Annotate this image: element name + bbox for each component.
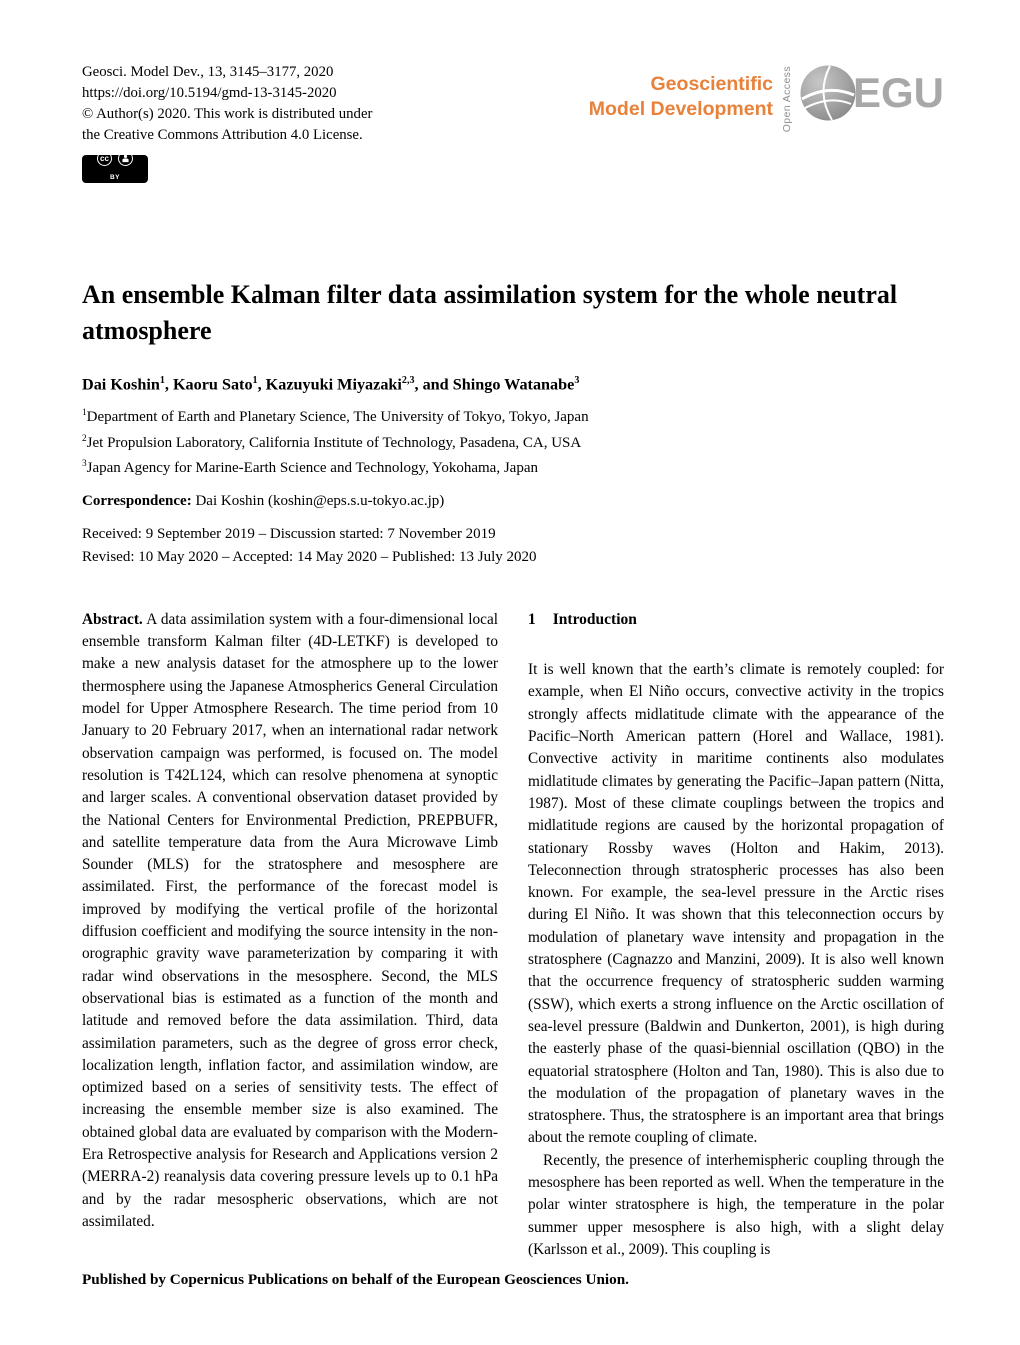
author-name: Kaoru Sato xyxy=(172,375,253,394)
cc-icon: cc xyxy=(97,151,112,166)
title-block xyxy=(0,277,1020,349)
correspondence-label: Correspondence: xyxy=(82,492,192,509)
journal-name-line-1: Geoscientific xyxy=(650,73,773,95)
egu-globe-icon xyxy=(799,64,857,122)
author-affiliation-ref: 1 xyxy=(252,375,258,386)
received-line: Received: 9 September 2019 – Discussion started: 7 November 2019 xyxy=(82,525,496,542)
author-separator: , xyxy=(164,375,173,394)
open-access-label: Open Access xyxy=(780,66,793,133)
cc-by-license-badge[interactable] xyxy=(82,155,148,183)
open-access-label-wrap xyxy=(779,66,795,150)
attribution-person-icon xyxy=(118,151,133,166)
author-affiliation-ref: 3 xyxy=(574,375,580,386)
affiliations xyxy=(0,403,1020,480)
cc-by-label: BY xyxy=(109,173,121,181)
author-separator: , xyxy=(257,375,266,394)
journal-name xyxy=(589,72,773,122)
affiliation-line xyxy=(82,454,938,480)
correspondence-line xyxy=(0,493,1020,510)
journal-branding xyxy=(589,62,944,150)
section-number: 1 xyxy=(528,610,536,628)
author-separator: , and xyxy=(414,375,453,394)
egu-logo-text: EGU xyxy=(852,69,944,116)
correspondence-text: Dai Koshin (koshin@eps.s.u-tokyo.ac.jp) xyxy=(191,492,445,509)
doi-link[interactable]: https://doi.org/10.5194/gmd-13-3145-2020 xyxy=(82,85,337,101)
citation-line: Geosci. Model Dev., 13, 3145–3177, 2020 xyxy=(82,64,334,80)
introduction-paragraph-2: Recently, the presence of interhemispheric coupling through the mesosphere has been reported as well. When the temperature in the polar winter stratosphere is high, the temperature in the polar summer upper mesosphere is also high, with a slight delay (Karlsson et al., 2009). This coupling is xyxy=(528,1151,944,1258)
author-name: Kazuyuki Miyazaki xyxy=(265,375,402,394)
abstract-paragraph xyxy=(82,609,498,1233)
section-title: Introduction xyxy=(552,610,637,628)
egu-logo xyxy=(799,64,944,122)
left-column xyxy=(82,609,498,1261)
abstract-label: Abstract. xyxy=(82,610,143,628)
affiliation-number: 3 xyxy=(82,459,87,470)
revised-line: Revised: 10 May 2020 – Accepted: 14 May 2020 – Published: 13 July 2020 xyxy=(82,548,537,565)
abstract-text: A data assimilation system with a four-dimensional local ensemble transform Kalman filter (4D-LETKF) is developed to make a new analysis dataset for the atmosphere up to the lower thermosphere using the Japanese Atmospherics General Circulation model for Upper Atmosphere Research. The time period from 10 January to 20 February 2017, when an international radar network observation campaign was performed, is focused on. The model resolution is T42L124, which can resolve phenomena at synoptic and larger scales. A conventional observation dataset provided by the National Centers for Environmental Prediction, PREPBUFR, and satellite temperature data from the Aura Microwave Limb Sounder (MLS) for the stratosphere and mesosphere are assimilated. First, the performance of the forecast model is improved by modifying the vertical profile of the horizontal diffusion coefficient and modifying the source intensity in the non-orographic gravity wave parameterization by comparing it with radar wind observations in the mesosphere. Second, the MLS observational bias is estimated as a function of the month and latitude and removed before the data assimilation. Third, data assimilation parameters, such as the degree of gross error check, localization length, inflation factor, and assimilation window, are optimized based on a series of sensitivity tests. The effect of increasing the ensemble member size is also examined. The obtained global data are evaluated by comparison with the Modern-Era Retrospective analysis for Research and Applications version 2 (MERRA-2) reanalysis data covering pressure levels up to 0.1 hPa and by the radar mesospheric observations, which are not assimilated. xyxy=(82,610,498,1230)
affiliation-text: Japan Agency for Marine-Earth Science and Technology, Yokohama, Japan xyxy=(86,460,538,477)
author-affiliation-ref: 2,3 xyxy=(401,375,415,386)
section-heading-introduction xyxy=(528,609,944,631)
body-columns xyxy=(0,609,1020,1261)
author-name: Shingo Watanabe xyxy=(452,375,575,394)
article-title: An ensemble Kalman filter data assimilation system for the whole neutral atmosphere xyxy=(82,280,898,345)
affiliation-number: 2 xyxy=(82,433,87,444)
affiliation-line xyxy=(82,403,938,429)
publisher-footer: Published by Copernicus Publications on behalf of the European Geosciences Union. xyxy=(82,1271,629,1288)
affiliation-line xyxy=(82,429,938,455)
author-affiliation-ref: 1 xyxy=(159,375,165,386)
license-line-2: the Creative Commons Attribution 4.0 License. xyxy=(82,127,363,143)
introduction-paragraph-1: It is well known that the earth’s climate is remotely coupled: for example, when El Niño occurs, convective activity in the tropics strongly affects midlatitude climate with the appearance of the Pacific–North American pattern (Horel and Wallace, 1981). Convective activity in maritime continents also modulates midlatitude climates by generating the Pacific–Japan pattern (Nitta, 1987). Most of these climate couplings between the tropics and midlatitude regions are caused by the horizontal propagation of stationary Rossby waves (Holton and Hakim, 2013). Teleconnection through stratospheric processes has also been known. For example, the sea-level pressure in the Arctic rises during El Niño. It was shown that this teleconnection occurs by modulation of planetary wave intensity and propagation in the stratosphere (Cagnazzo and Manzini, 2009). It is also well known that the occurrence frequency of stratospheric sudden warming (SSW), which exerts a strong influence on the Arctic oscillation of sea-level pressure (Baldwin and Dunkerton, 2001), is high during the easterly phase of the quasi-biennial oscillation (QBO) in the equatorial stratosphere (Holton and Tan, 1980). This is also due to the modulation of the propagation of planetary waves in the stratosphere. Thus, the stratosphere is an important area that brings about the remote coupling of climate. xyxy=(528,661,944,1147)
affiliation-text: Department of Earth and Planetary Science, The University of Tokyo, Tokyo, Japan xyxy=(86,409,589,426)
header-left xyxy=(82,62,372,183)
affiliation-number: 1 xyxy=(82,408,87,419)
dates-block xyxy=(0,523,1020,569)
cc-badge-icons xyxy=(97,151,133,166)
journal-name-line-2: Model Development xyxy=(588,98,773,120)
author-name: Dai Koshin xyxy=(82,375,160,394)
header xyxy=(0,0,1020,183)
license-line-1: © Author(s) 2020. This work is distributed under xyxy=(82,106,373,122)
right-column xyxy=(528,609,944,1261)
affiliation-text: Jet Propulsion Laboratory, California Institute of Technology, Pasadena, CA, USA xyxy=(86,434,582,451)
author-line xyxy=(0,375,1020,394)
